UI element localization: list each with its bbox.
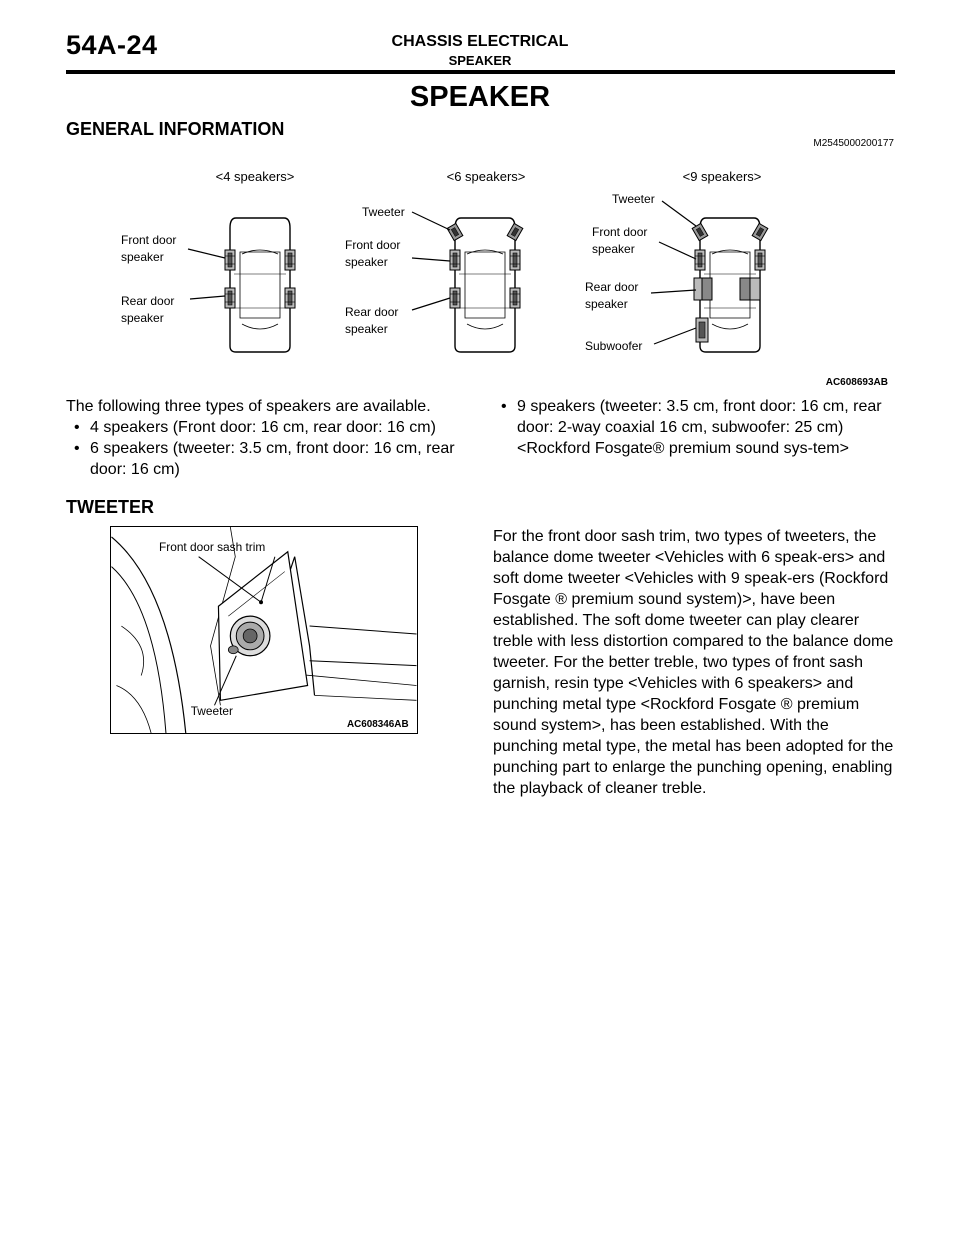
tweeter-figure — [110, 526, 418, 734]
page-title: SPEAKER — [409, 81, 551, 113]
leader-line — [188, 249, 225, 258]
label-tweeter-9: Tweeter — [612, 192, 655, 206]
bullet-dot: • — [74, 419, 80, 436]
leader-line — [651, 290, 696, 293]
label-front-door-speaker-4: Front door speaker — [121, 233, 177, 264]
leader-line — [190, 296, 225, 299]
leader-line — [662, 201, 696, 226]
bullet-dot: • — [501, 398, 507, 415]
section-title: CHASSIS ELECTRICAL — [391, 33, 569, 50]
car-9-speakers — [692, 218, 768, 352]
label-4-speakers: <4 speakers> — [215, 169, 295, 184]
label-9-speakers: <9 speakers> — [682, 169, 762, 184]
speaker-layout-figure — [66, 160, 895, 390]
leader-line — [412, 258, 450, 261]
label-front-door-sash-trim: Front door sash trim — [159, 539, 266, 554]
leader-line — [659, 242, 696, 259]
bullet-9-speakers — [501, 396, 892, 459]
label-6-speakers: <6 speakers> — [446, 169, 526, 184]
leader-line — [412, 212, 450, 230]
bullet-6-speakers — [74, 438, 460, 480]
label-rear-door-speaker-6: Rear door speaker — [345, 305, 399, 336]
leader-line — [412, 298, 450, 310]
tweeter-heading: TWEETER — [66, 497, 154, 517]
bullet-4-speakers — [74, 417, 480, 438]
intro-paragraph: The following three types of speakers are available. — [66, 398, 431, 415]
car-4-speakers — [225, 218, 295, 352]
label-tweeter: Tweeter — [190, 704, 233, 719]
figure-id: AC608346AB — [347, 719, 409, 731]
bullet-text: 4 speakers (Front door: 16 cm, rear door: 16 cm) — [90, 419, 436, 436]
leader-line — [654, 328, 696, 344]
tweeter-paragraph: For the front door sash trim, two types of tweeters, the balance dome tweeter <Vehicles with 6 speak-ers> and soft dome tweeter <Vehicles with 9 speak-ers (Rockford Fosgate ® premium sound system)>, have been established. The soft dome tweeter can play clearer treble with less distortion compared to the balance dome tweeter. For the better treble, two types of front sash garnish, resin type <Vehicles with 6 speakers> and punching metal type <Rockford Fosgate ® premium sound system>, has been established. With the punching metal type, the metal has been adopted for the punching part to enlarge the punching opening, enabling the playback of cleaner treble. — [493, 528, 894, 797]
subsection-title: SPEAKER — [448, 53, 512, 68]
label-rear-door-speaker-4: Rear door speaker — [121, 294, 175, 325]
document-id: M2545000200177 — [813, 138, 894, 149]
general-information-heading: GENERAL INFORMATION — [66, 119, 285, 139]
label-tweeter-6: Tweeter — [362, 205, 405, 219]
car-6-speakers — [447, 218, 523, 352]
header-rule — [66, 70, 895, 74]
bullet-text: 6 speakers (tweeter: 3.5 cm, front door: 16 cm, rear door: 16 cm) — [90, 440, 455, 478]
page-number: 54A-24 — [66, 30, 158, 60]
label-rear-door-speaker-9: Rear door speaker — [585, 280, 639, 311]
label-front-door-speaker-9: Front door speaker — [592, 225, 648, 256]
label-front-door-speaker-6: Front door speaker — [345, 238, 401, 269]
bullet-dot: • — [74, 440, 80, 457]
label-subwoofer: Subwoofer — [585, 339, 643, 353]
figure-id: AC608693AB — [825, 377, 888, 388]
bullet-text: 9 speakers (tweeter: 3.5 cm, front door: 16 cm, rear door: 2-way coaxial 16 cm, subwoofer: 25 cm) <Rockford Fosgate® premium sound sys-tem> — [517, 398, 882, 457]
